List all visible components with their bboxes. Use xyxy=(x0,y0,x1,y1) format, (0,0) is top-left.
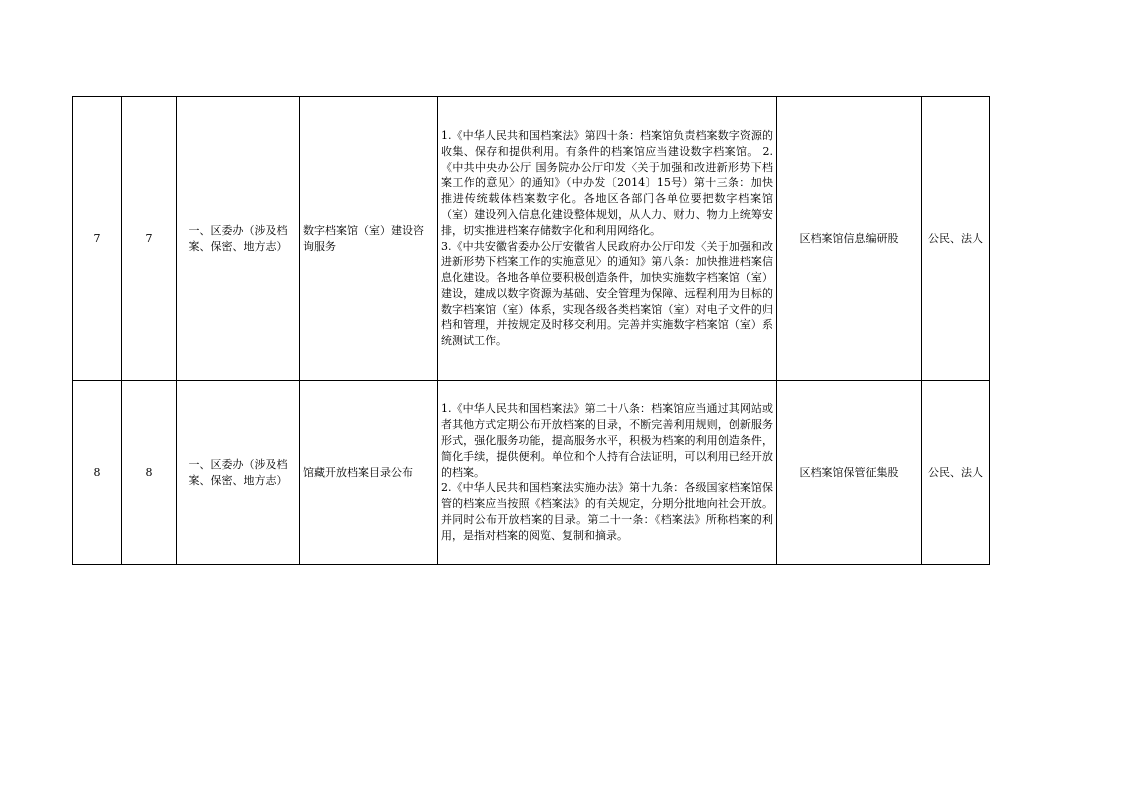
table-row xyxy=(73,97,990,381)
legal-basis-paragraph: 1.《中华人民共和国档案法》第二十八条：档案馆应当通过其网站或者其他方式定期公布开放档案的目录，不断完善利用规则，创新服务形式，强化服务功能，提高服务水平，积极为档案的利用创造条件，简化手续，提供便利。单位和个人持有合法证明，可以利用已经开放的档案。 xyxy=(441,402,773,479)
department-cell: 一、区委办（涉及档案、保密、地方志） xyxy=(177,381,300,565)
row-number-cell: 8 xyxy=(122,381,177,565)
row-index-cell: 8 xyxy=(73,381,122,565)
service-target-cell: 公民、法人 xyxy=(922,381,990,565)
responsible-unit-cell: 区档案馆保管征集股 xyxy=(777,381,922,565)
department-cell: 一、区委办（涉及档案、保密、地方志） xyxy=(177,97,300,381)
legal-basis-paragraph: 2.《中华人民共和国档案法实施办法》第十九条：各级国家档案馆保管的档案应当按照《档案法》的有关规定，分期分批地向社会开放。并同时公布开放档案的目录。第二十一条：《档案法》所称档案的利用，是指对档案的阅览、复制和摘录。 xyxy=(441,481,773,542)
responsible-unit-cell: 区档案馆信息编研股 xyxy=(777,97,922,381)
row-index-cell: 7 xyxy=(73,97,122,381)
service-name-cell: 数字档案馆（室）建设咨询服务 xyxy=(300,97,438,381)
legal-basis-cell xyxy=(438,97,777,381)
service-target-cell: 公民、法人 xyxy=(922,97,990,381)
service-name-cell: 馆藏开放档案目录公布 xyxy=(300,381,438,565)
legal-basis-cell xyxy=(438,381,777,565)
legal-basis-paragraph: 1.《中华人民共和国档案法》第四十条：档案馆负责档案数字资源的收集、保存和提供利用。有条件的档案馆应当建设数字档案馆。 2.《中共中央办公厅 国务院办公厅印发〈关于加强和改进新形势下档案工作的意见〉的通知》（中办发〔2014〕15号）第十三条：加快推进传统载体档案数字化。各地区各部门各单位要把数字档案馆（室）建设列入信息化建设整体规划，从人力、财力、物力上统筹安排，切实推进档案存储数字化和利用网络化。 xyxy=(441,128,773,237)
service-list-table xyxy=(72,96,990,565)
legal-basis-paragraph: 3.《中共安徽省委办公厅安徽省人民政府办公厅印发〈关于加强和改进新形势下档案工作的实施意见〉的通知》第八条：加快推进档案信息化建设。各地各单位要积极创造条件，加快实施数字档案馆（室）建设，建成以数字资源为基础、安全管理为保障、远程利用为目标的数字档案馆（室）体系，实现各级各类档案馆（室）对电子文件的归档和管理，并按规定及时移交利用。完善并实施数字档案馆（室）系统测试工作。 xyxy=(441,239,773,348)
table-row xyxy=(73,381,990,565)
row-number-cell: 7 xyxy=(122,97,177,381)
